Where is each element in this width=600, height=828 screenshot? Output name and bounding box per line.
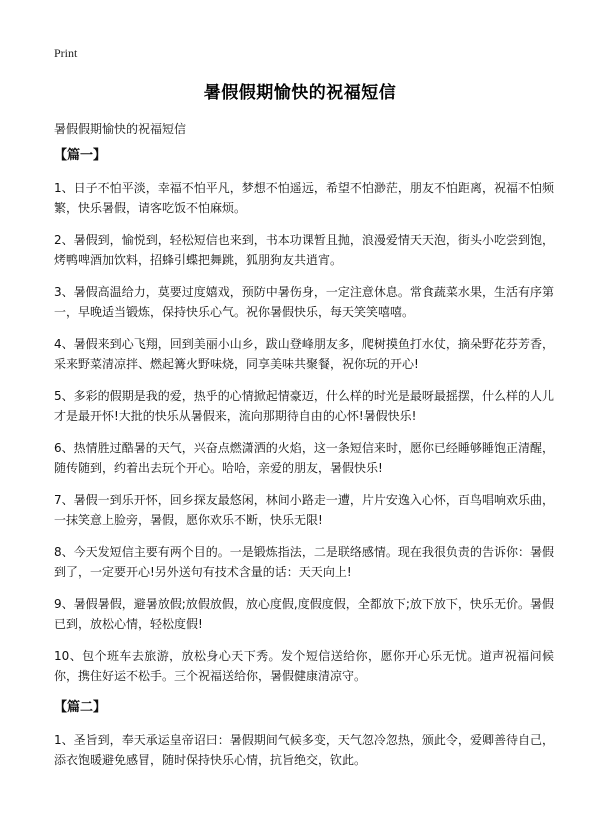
paragraph-8: 8、今天发短信主要有两个目的。一是锻炼指法，二是联络感情。现在我很负责的告诉你：暑假到了，一定要开心!另外送句有技术含量的话：天天向上! bbox=[54, 545, 554, 579]
paragraph-11: 1、圣旨到，奉天承运皇帝诏曰：暑假期间气候多变，天气忽冷忽热，颁此令，爱卿善待自己，添衣饱暖避免感冒，随时保持快乐心情，抗旨绝交，钦此。 bbox=[54, 733, 554, 767]
page-subtitle: 暑假假期愉快的祝福短信 bbox=[54, 122, 187, 136]
paragraph-2: 2、暑假到，愉悦到，轻松短信也来到，书本功课暂且抛，浪漫爱情天天泡，街头小吃尝到饱，烤鸭啤酒加饮料，招蜂引蝶把舞跳，狐朋狗友共逍宵。 bbox=[54, 233, 554, 267]
section-heading-1: 【篇一】 bbox=[54, 148, 107, 163]
page-title: 暑假假期愉快的祝福短信 bbox=[203, 83, 397, 103]
paragraph-9: 9、暑假暑假，避暑放假;放假放假，放心度假,度假度假，全都放下;放下放下，快乐无价。暑假已到，放松心情，轻松度假! bbox=[54, 597, 554, 631]
paragraph-5: 5、多彩的假期是我的爱，热乎的心情掀起情豪迈，什么样的时光是最呀最摇摆，什么样的人儿才是最开怀!大批的快乐从暑假来，流向那期待自由的心怀!暑假快乐! bbox=[54, 389, 554, 423]
print-link[interactable]: Print bbox=[54, 46, 78, 60]
paragraph-6: 6、热情胜过酷暑的天气，兴奋点燃潇洒的火焰，这一条短信来时，愿你已经睡够睡饱正清醒，随传随到，约着出去玩个开心。哈哈，亲爱的朋友，暑假快乐! bbox=[54, 441, 554, 475]
paragraph-7: 7、暑假一到乐开怀，回乡探友最悠闲，林间小路走一遭，片片安逸入心怀，百鸟唱响欢乐曲，一抹笑意上脸旁，暑假，愿你欢乐不断，快乐无限! bbox=[54, 493, 554, 527]
paragraph-1: 1、日子不怕平淡，幸福不怕平凡，梦想不怕遥远，希望不怕渺茫，朋友不怕距离，祝福不怕频繁，快乐暑假，请客吃饭不怕麻烦。 bbox=[54, 181, 554, 215]
article-body bbox=[54, 146, 554, 782]
paragraph-3: 3、暑假高温给力，莫要过度嬉戏，预防中暑伤身，一定注意休息。常食蔬菜水果，生活有序第一，早晚适当锻炼，保持快乐心气。祝你暑假快乐，每天笑笑嘻嘻。 bbox=[54, 285, 554, 319]
paragraph-10: 10、包个班车去旅游，放松身心天下秀。发个短信送给你，愿你开心乐无忧。道声祝福问候你，携住好运不松手。三个祝福送给你，暑假健康清凉守。 bbox=[54, 649, 554, 683]
paragraph-4: 4、暑假来到心飞翔，回到美丽小山乡，跋山登峰朋友多，爬树摸鱼打水仗，摘朵野花芬芳香，采来野菜清凉拌、燃起篝火野味烧，同享美味共聚餐，祝你玩的开心! bbox=[54, 337, 554, 371]
section-heading-2: 【篇二】 bbox=[54, 700, 107, 715]
